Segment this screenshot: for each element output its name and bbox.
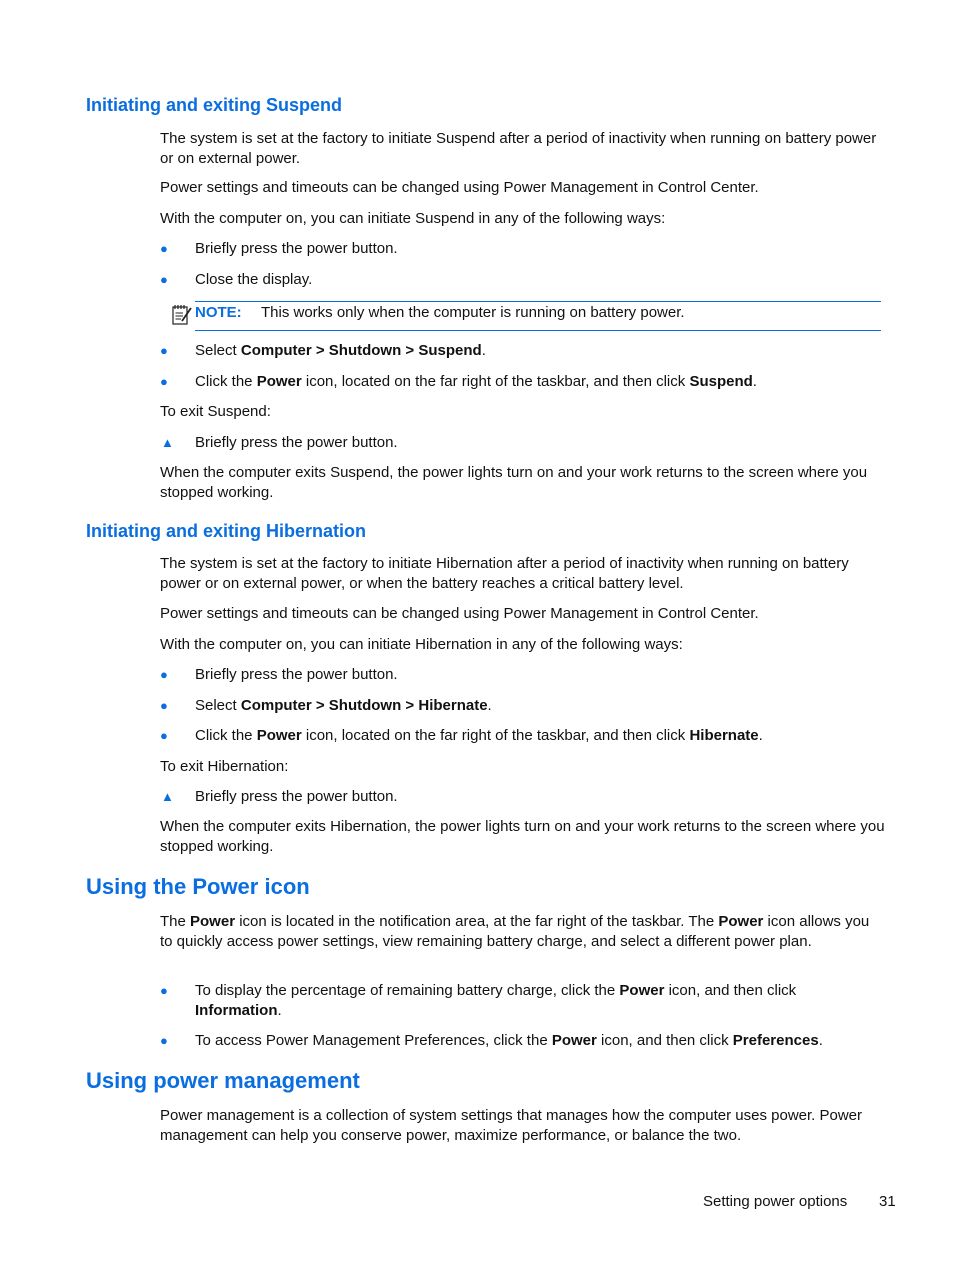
paragraph: The Power icon is located in the notification area, at the far right of the taskbar. The Power icon allows you to quickly access power settings, view remaining battery charge, and select a different power plan. <box>160 913 870 950</box>
paragraph: To exit Suspend: <box>160 403 271 420</box>
menu-path: Computer > Shutdown > Suspend <box>240 342 482 359</box>
list-item <box>160 726 885 746</box>
bullet-icon: ● <box>160 983 168 998</box>
section-heading-power-management: Using power management <box>86 1068 360 1093</box>
paragraph: Power management is a collection of system settings that manages how the computer uses power. Power management can help you conserve power, maximize performance, or balance the two. <box>160 1107 863 1144</box>
paragraph: Power settings and timeouts can be changed using Power Management in Control Center. <box>160 179 759 196</box>
procedure-step <box>160 787 885 807</box>
paragraph: When the computer exits Hibernation, the power lights turn on and your work returns to the screen where you stopped working. <box>160 818 885 855</box>
paragraph: To exit Hibernation: <box>160 758 289 775</box>
bullet-icon: ● <box>160 667 168 682</box>
note-box <box>195 301 881 331</box>
menu-path: Computer > Shutdown > Hibernate <box>240 697 488 714</box>
list-item <box>160 372 885 392</box>
list-item <box>160 239 885 259</box>
paragraph: With the computer on, you can initiate Hibernation in any of the following ways: <box>160 636 683 653</box>
note-label: NOTE: <box>195 304 242 321</box>
list-item-text: Briefly press the power button. <box>195 240 398 257</box>
bullet-icon: ● <box>160 272 168 287</box>
note-text: This works only when the computer is running on battery power. <box>261 304 685 321</box>
list-item-text: Click the Power icon, located on the far right of the taskbar, and then click Hibernate. <box>195 727 763 744</box>
section-heading-suspend: Initiating and exiting Suspend <box>86 95 343 115</box>
bullet-icon: ● <box>160 343 168 358</box>
bullet-icon: ● <box>160 698 168 713</box>
list-item-text: Select Computer > Shutdown > Hibernate. <box>195 697 492 714</box>
paragraph: Power settings and timeouts can be changed using Power Management in Control Center. <box>160 605 759 622</box>
procedure-step <box>160 433 885 453</box>
list-item-text: Close the display. <box>195 271 313 288</box>
section-heading-hibernation: Initiating and exiting Hibernation <box>86 521 367 541</box>
bullet-icon: ● <box>160 374 168 389</box>
triangle-icon: ▲ <box>161 789 174 804</box>
bullet-icon: ● <box>160 241 168 256</box>
paragraph: With the computer on, you can initiate Suspend in any of the following ways: <box>160 210 666 227</box>
bullet-icon: ● <box>160 1033 168 1048</box>
section-heading-power-icon: Using the Power icon <box>86 874 310 899</box>
list-item <box>160 270 885 290</box>
list-item <box>160 341 885 361</box>
footer-section-title: Setting power options <box>703 1193 848 1210</box>
bullet-icon: ● <box>160 728 168 743</box>
paragraph: The system is set at the factory to initiate Suspend after a period of inactivity when running on battery power or on external power. <box>160 130 877 167</box>
list-item <box>160 696 885 716</box>
list-item-text: Briefly press the power button. <box>195 666 398 683</box>
list-item-text: Select Computer > Shutdown > Suspend. <box>195 342 486 359</box>
list-item <box>160 981 885 1021</box>
list-item-text: To access Power Management Preferences, click the Power icon, and then click Preferences. <box>195 1032 823 1049</box>
paragraph: The system is set at the factory to initiate Hibernation after a period of inactivity when running on battery power or on external power, or when the battery reaches a critical battery level. <box>160 555 849 592</box>
paragraph: When the computer exits Suspend, the power lights turn on and your work returns to the screen where you stopped working. <box>160 464 868 501</box>
page-number: 31 <box>879 1193 896 1210</box>
triangle-icon: ▲ <box>161 435 174 450</box>
list-item-text: Click the Power icon, located on the far right of the taskbar, and then click Suspend. <box>195 373 757 390</box>
list-item <box>160 665 885 685</box>
step-text: Briefly press the power button. <box>195 788 398 805</box>
list-item <box>160 1031 885 1051</box>
list-item-text: To display the percentage of remaining battery charge, click the Power icon, and then click Information. <box>195 982 797 1019</box>
note-pad-icon <box>171 303 193 327</box>
step-text: Briefly press the power button. <box>195 434 398 451</box>
